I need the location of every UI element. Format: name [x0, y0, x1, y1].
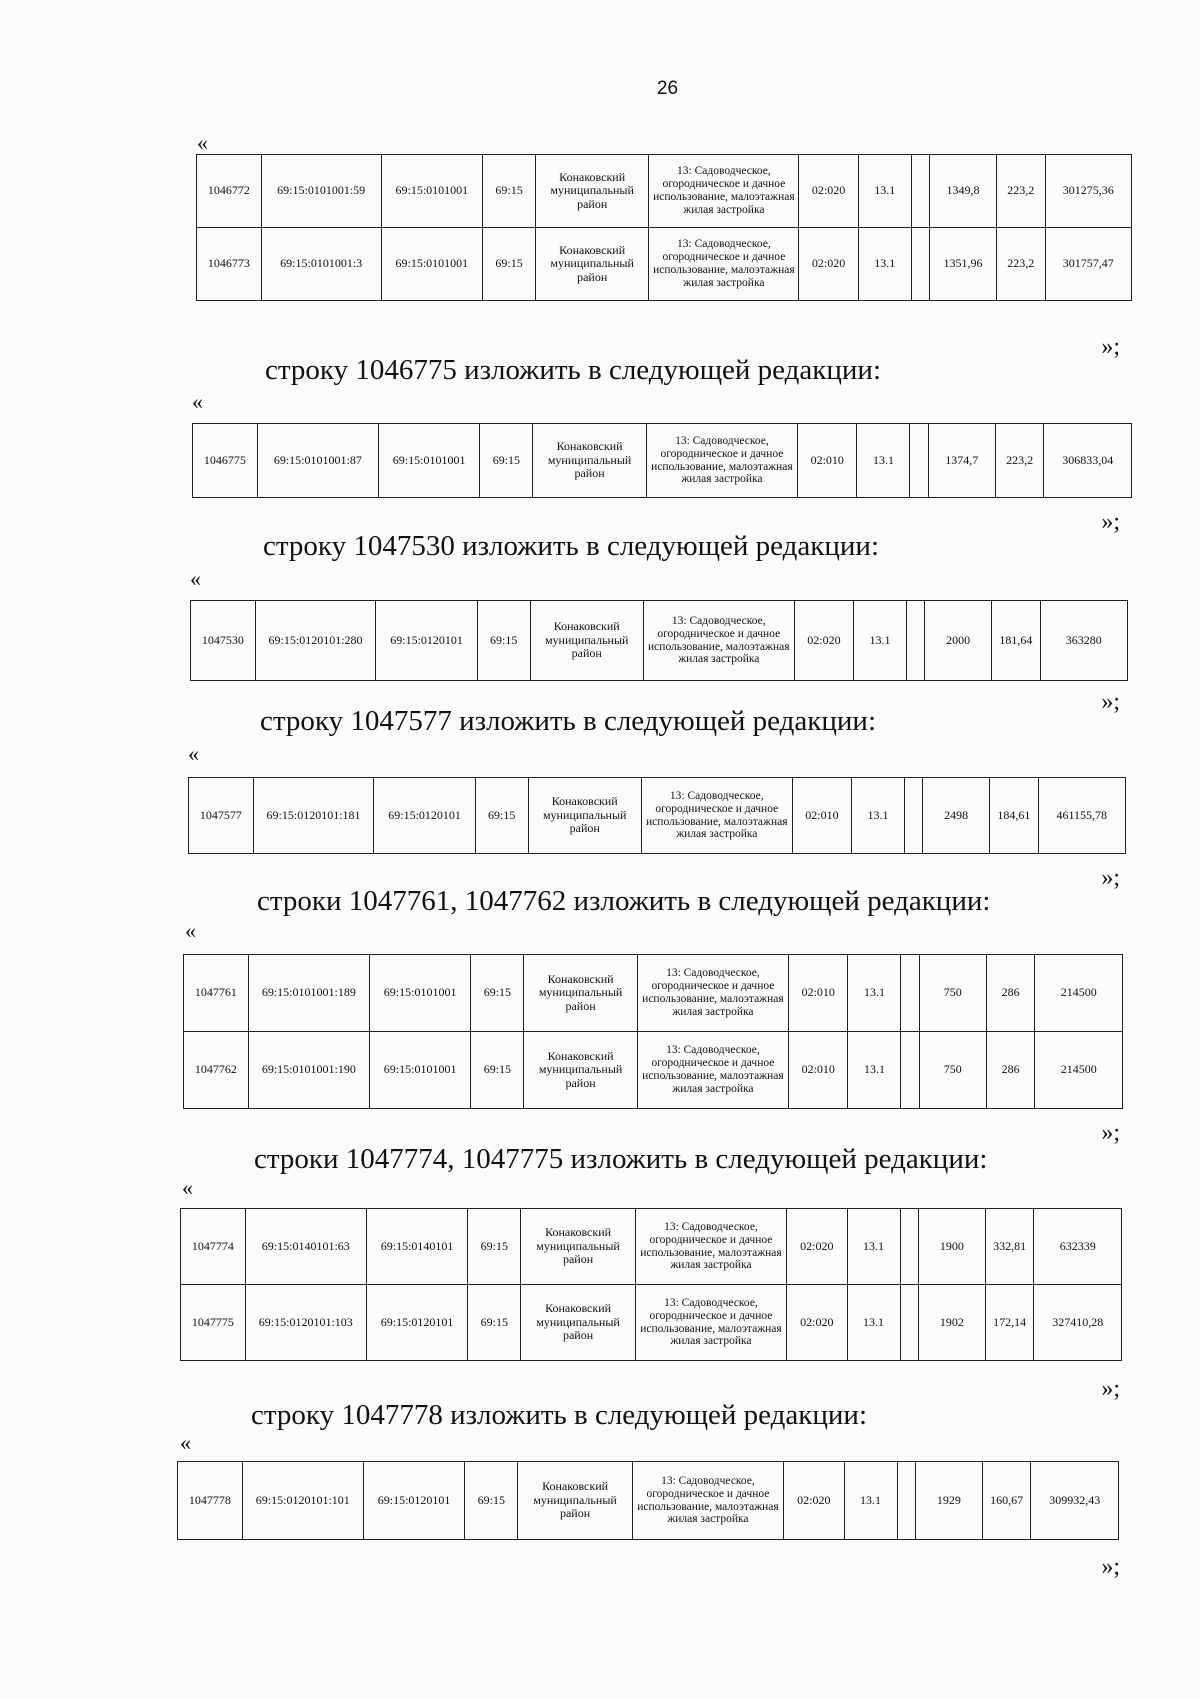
- cell-area: 2000: [925, 601, 992, 681]
- cell-district-code: 69:15: [471, 1032, 524, 1109]
- cell-rate: 286: [986, 1032, 1035, 1109]
- page-number: 26: [656, 78, 679, 99]
- cell-record-id: 1046775: [193, 424, 258, 498]
- opening-quote: «: [180, 1430, 191, 1455]
- cell-area: 1900: [918, 1209, 985, 1285]
- cell-record-id: 1047761: [184, 955, 249, 1032]
- cell-zone-code: 02:020: [799, 155, 858, 228]
- cell-rate: 160,67: [982, 1462, 1031, 1540]
- record-table: [190, 600, 1128, 681]
- cell-municipality: Конаковский муниципальный район: [521, 1209, 636, 1285]
- cell-cadastral-number: 69:15:0140101:63: [245, 1209, 366, 1285]
- section-caption: строку 1047530 изложить в следующей редакции:: [263, 530, 879, 562]
- cell-district-code: 69:15: [465, 1462, 518, 1540]
- table-row: [181, 1285, 1122, 1361]
- table-row: [193, 424, 1132, 498]
- cell-district-code: 69:15: [471, 955, 524, 1032]
- cell-zone-code: 02:020: [787, 1209, 848, 1285]
- cell-municipality: Конаковский муниципальный район: [524, 955, 637, 1032]
- cell-rate: 223,2: [996, 155, 1045, 228]
- cell-cadastral-quarter: 69:15:0101001: [381, 155, 482, 228]
- closing-quote: »;: [1101, 509, 1120, 535]
- closing-quote: »;: [1101, 1120, 1120, 1146]
- cell-value: 301757,47: [1045, 228, 1131, 301]
- cell-subgroup: 13.1: [858, 155, 911, 228]
- cell-record-id: 1047577: [189, 778, 254, 854]
- cell-rate: 223,2: [995, 424, 1044, 498]
- cell-cadastral-quarter: 69:15:0101001: [369, 955, 471, 1032]
- closing-quote: »;: [1101, 689, 1120, 715]
- opening-quote: «: [188, 741, 199, 766]
- cell-municipality: Конаковский муниципальный район: [524, 1032, 637, 1109]
- cell-cadastral-number: 69:15:0101001:87: [257, 424, 378, 498]
- cell-zone-code: 02:010: [792, 778, 851, 854]
- cell-cadastral-number: 69:15:0120101:181: [253, 778, 374, 854]
- cell-land-use: 13: Садоводческое, огородническое и дачное использование, малоэтажная жилая застройка: [641, 778, 792, 854]
- cell-area: 750: [919, 955, 986, 1032]
- closing-quote: »;: [1101, 334, 1120, 360]
- cell-record-id: 1047778: [178, 1462, 243, 1540]
- cell-rate: 181,64: [992, 601, 1041, 681]
- record-table: [183, 954, 1123, 1109]
- cell-cadastral-number: 69:15:0120101:101: [242, 1462, 363, 1540]
- record-table: [180, 1208, 1122, 1361]
- cell-value: 363280: [1040, 601, 1127, 681]
- cell-land-use: 13: Садоводческое, огородническое и дачное использование, малоэтажная жилая застройка: [632, 1462, 783, 1540]
- cell-cadastral-number: 69:15:0120101:280: [255, 601, 376, 681]
- cell-district-code: 69:15: [477, 601, 530, 681]
- cell-district-code: 69:15: [468, 1285, 521, 1361]
- cell-land-use: 13: Садоводческое, огородническое и дачное использование, малоэтажная жилая застройка: [635, 1209, 786, 1285]
- cell-cadastral-quarter: 69:15:0120101: [366, 1285, 468, 1361]
- opening-quote: «: [185, 918, 196, 943]
- cell-rate: 223,2: [996, 228, 1045, 301]
- cell-subgroup: 13.1: [844, 1462, 897, 1540]
- cell-land-use: 13: Садоводческое, огородническое и дачное использование, малоэтажная жилая застройка: [637, 955, 788, 1032]
- cell-municipality: Конаковский муниципальный район: [535, 228, 648, 301]
- cell-land-use: 13: Садоводческое, огородническое и дачное использование, малоэтажная жилая застройка: [637, 1032, 788, 1109]
- cell-zone-code: 02:020: [799, 228, 858, 301]
- cell-value: 632339: [1034, 1209, 1122, 1285]
- cell-subgroup: 13.1: [848, 955, 901, 1032]
- cell-rate: 332,81: [985, 1209, 1034, 1285]
- cell-municipality: Конаковский муниципальный район: [528, 778, 641, 854]
- table-row: [184, 955, 1123, 1032]
- cell-cadastral-quarter: 69:15:0101001: [381, 228, 482, 301]
- cell-district-code: 69:15: [483, 228, 536, 301]
- cell-municipality: Конаковский муниципальный район: [530, 601, 643, 681]
- cell-empty: [904, 778, 922, 854]
- cell-municipality: Конаковский муниципальный район: [535, 155, 648, 228]
- opening-quote: «: [182, 1175, 193, 1200]
- opening-quote: «: [190, 566, 201, 591]
- cell-value: 214500: [1035, 1032, 1123, 1109]
- section-caption: строки 1047761, 1047762 изложить в следующей редакции:: [257, 885, 991, 917]
- cell-area: 2498: [923, 778, 990, 854]
- section-caption: строку 1046775 изложить в следующей редакции:: [265, 354, 881, 386]
- cell-cadastral-quarter: 69:15:0120101: [363, 1462, 465, 1540]
- record-table: [192, 423, 1132, 498]
- cell-land-use: 13: Садоводческое, огородническое и дачное использование, малоэтажная жилая застройка: [649, 228, 799, 301]
- cell-value: 306833,04: [1044, 424, 1132, 498]
- cell-land-use: 13: Садоводческое, огородническое и дачное использование, малоэтажная жилая застройка: [649, 155, 799, 228]
- cell-district-code: 69:15: [475, 778, 528, 854]
- table-row: [197, 155, 1132, 228]
- cell-zone-code: 02:020: [794, 601, 853, 681]
- cell-area: 1351,96: [930, 228, 997, 301]
- cell-record-id: 1047774: [181, 1209, 246, 1285]
- opening-quote: «: [192, 389, 203, 414]
- cell-zone-code: 02:010: [789, 1032, 848, 1109]
- cell-value: 327410,28: [1034, 1285, 1122, 1361]
- cell-subgroup: 13.1: [848, 1032, 901, 1109]
- cell-rate: 286: [986, 955, 1035, 1032]
- cell-municipality: Конаковский муниципальный район: [518, 1462, 633, 1540]
- cell-record-id: 1047775: [181, 1285, 246, 1361]
- cell-district-code: 69:15: [468, 1209, 521, 1285]
- cell-zone-code: 02:020: [787, 1285, 848, 1361]
- cell-land-use: 13: Садоводческое, огородническое и дачное использование, малоэтажная жилая застройка: [643, 601, 794, 681]
- record-table: [196, 154, 1132, 301]
- cell-empty: [906, 601, 924, 681]
- cell-cadastral-quarter: 69:15:0101001: [378, 424, 480, 498]
- cell-empty: [911, 155, 929, 228]
- cell-municipality: Конаковский муниципальный район: [521, 1285, 636, 1361]
- cell-land-use: 13: Садоводческое, огородническое и дачное использование, малоэтажная жилая застройка: [646, 424, 797, 498]
- cell-empty: [900, 1285, 918, 1361]
- cell-district-code: 69:15: [480, 424, 533, 498]
- cell-empty: [911, 228, 929, 301]
- cell-cadastral-number: 69:15:0101001:190: [248, 1032, 369, 1109]
- table-row: [184, 1032, 1123, 1109]
- cell-area: 1349,8: [930, 155, 997, 228]
- cell-cadastral-quarter: 69:15:0120101: [376, 601, 477, 681]
- cell-cadastral-number: 69:15:0120101:103: [245, 1285, 366, 1361]
- cell-cadastral-quarter: 69:15:0140101: [366, 1209, 468, 1285]
- cell-empty: [897, 1462, 915, 1540]
- table-row: [181, 1209, 1122, 1285]
- cell-empty: [900, 1209, 918, 1285]
- cell-record-id: 1047530: [191, 601, 256, 681]
- cell-value: 214500: [1035, 955, 1123, 1032]
- closing-quote: »;: [1101, 1554, 1120, 1580]
- record-table: [188, 777, 1126, 854]
- cell-district-code: 69:15: [483, 155, 536, 228]
- cell-land-use: 13: Садоводческое, огородническое и дачное использование, малоэтажная жилая застройка: [635, 1285, 786, 1361]
- closing-quote: »;: [1101, 865, 1120, 891]
- cell-cadastral-number: 69:15:0101001:3: [261, 228, 381, 301]
- record-table: [177, 1461, 1119, 1540]
- cell-value: 301275,36: [1045, 155, 1131, 228]
- cell-area: 1902: [918, 1285, 985, 1361]
- cell-zone-code: 02:010: [798, 424, 857, 498]
- table-row: [178, 1462, 1119, 1540]
- cell-zone-code: 02:020: [784, 1462, 845, 1540]
- cell-subgroup: 13.1: [858, 228, 911, 301]
- section-caption: строку 1047577 изложить в следующей редакции:: [260, 705, 876, 737]
- cell-cadastral-number: 69:15:0101001:189: [248, 955, 369, 1032]
- cell-empty: [910, 424, 928, 498]
- cell-value: 309932,43: [1031, 1462, 1119, 1540]
- cell-subgroup: 13.1: [852, 778, 905, 854]
- cell-record-id: 1046773: [197, 228, 262, 301]
- cell-cadastral-number: 69:15:0101001:59: [261, 155, 381, 228]
- cell-cadastral-quarter: 69:15:0101001: [369, 1032, 471, 1109]
- cell-cadastral-quarter: 69:15:0120101: [374, 778, 475, 854]
- closing-quote: »;: [1101, 1376, 1120, 1402]
- cell-area: 750: [919, 1032, 986, 1109]
- cell-record-id: 1046772: [197, 155, 262, 228]
- cell-subgroup: 13.1: [857, 424, 910, 498]
- cell-rate: 172,14: [985, 1285, 1034, 1361]
- cell-empty: [901, 955, 919, 1032]
- cell-subgroup: 13.1: [854, 601, 907, 681]
- cell-empty: [901, 1032, 919, 1109]
- table-row: [189, 778, 1126, 854]
- section-caption: строки 1047774, 1047775 изложить в следующей редакции:: [254, 1143, 988, 1175]
- section-caption: строку 1047778 изложить в следующей редакции:: [251, 1399, 867, 1431]
- table-row: [197, 228, 1132, 301]
- cell-zone-code: 02:010: [789, 955, 848, 1032]
- cell-subgroup: 13.1: [847, 1209, 900, 1285]
- cell-municipality: Конаковский муниципальный район: [533, 424, 646, 498]
- cell-area: 1929: [915, 1462, 982, 1540]
- cell-subgroup: 13.1: [847, 1285, 900, 1361]
- opening-quote: «: [197, 130, 208, 155]
- cell-rate: 184,61: [990, 778, 1039, 854]
- cell-area: 1374,7: [928, 424, 995, 498]
- cell-record-id: 1047762: [184, 1032, 249, 1109]
- cell-value: 461155,78: [1038, 778, 1125, 854]
- table-row: [191, 601, 1128, 681]
